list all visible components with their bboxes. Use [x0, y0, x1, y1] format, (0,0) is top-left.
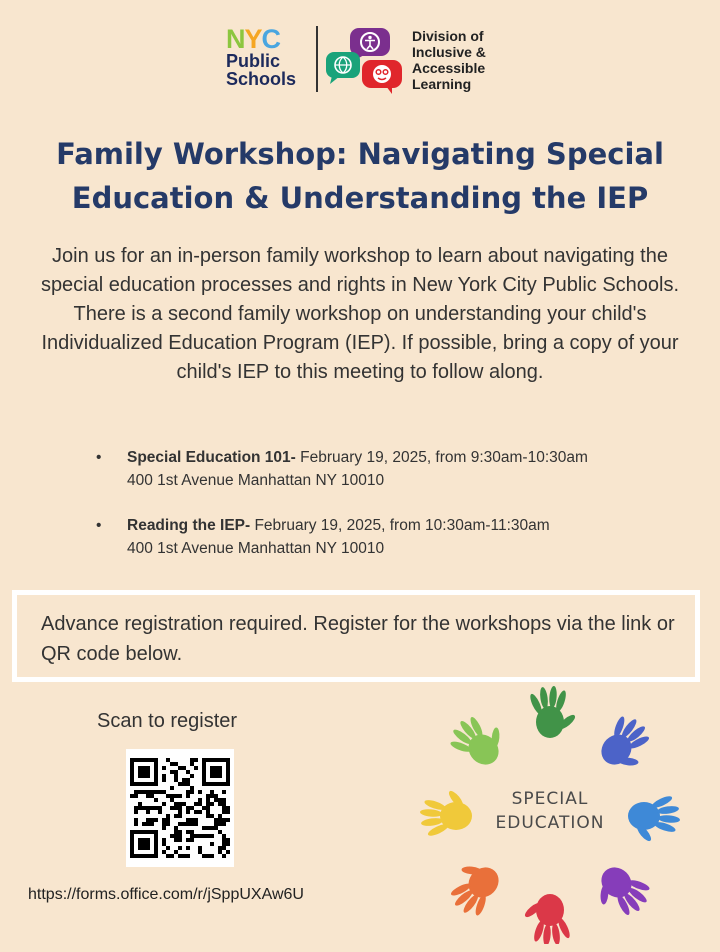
logo-divider — [316, 26, 318, 92]
division-line: Inclusive & — [412, 44, 486, 60]
hands-label-line2: EDUCATION — [495, 813, 605, 833]
hand-print-icon — [586, 856, 658, 928]
session-when: February 19, 2025, from 9:30am-10:30am — [295, 449, 588, 466]
hand-print-icon — [439, 852, 511, 924]
qr-code-icon[interactable] — [126, 749, 234, 867]
registration-link[interactable]: https://forms.office.com/r/jSppUXAw6U — [28, 886, 304, 903]
session-name: Reading the IEP- — [127, 517, 251, 534]
session-when: February 19, 2025, from 10:30am-11:30am — [250, 517, 550, 534]
hand-print-icon — [628, 794, 680, 843]
division-name — [412, 28, 486, 92]
hand-print-icon — [590, 708, 662, 780]
logo-bar — [226, 26, 516, 98]
intro-paragraph: Join us for an in-person family workshop to learn about navigating the special education processes and rights in New York City Public Schools. There is a second family workshop on understanding your child's Individualized Education Program (IEP). If possible, bring a copy of your child's IEP to this meeting to follow along. — [40, 245, 680, 383]
hand-print-icon — [523, 894, 572, 944]
bullet: • — [96, 517, 102, 534]
division-line: Division of — [412, 28, 484, 44]
division-bubbles-icon — [326, 26, 404, 94]
nyc-letters: NYC — [226, 24, 281, 54]
page-title: Family Workshop: Navigating Special Education & Understanding the IEP — [56, 137, 664, 215]
hand-print-icon — [420, 789, 472, 838]
division-line: Learning — [412, 76, 472, 92]
division-line: Accessible — [412, 60, 486, 76]
registration-box — [12, 590, 700, 682]
session-where: 400 1st Avenue Manhattan NY 10010 — [127, 540, 385, 557]
hand-print-icon — [528, 686, 577, 738]
sessions-list — [96, 446, 696, 582]
hand-print-icon — [442, 705, 514, 777]
session-name: Special Education 101- — [127, 449, 296, 466]
list-item — [96, 446, 696, 492]
hands-label-line1: SPECIAL — [511, 789, 589, 809]
nyc-schools-label: Schools — [226, 69, 297, 89]
list-item — [96, 514, 696, 560]
bullet: • — [96, 449, 102, 466]
scan-label: Scan to register — [97, 710, 238, 732]
session-where: 400 1st Avenue Manhattan NY 10010 — [127, 472, 385, 489]
hands-graphic — [418, 686, 696, 944]
nyc-public-label: Public — [226, 51, 281, 71]
nyc-public-schools-logo — [226, 26, 312, 88]
registration-text: Advance registration required. Register for the workshops via the link or QR code below. — [41, 613, 675, 665]
